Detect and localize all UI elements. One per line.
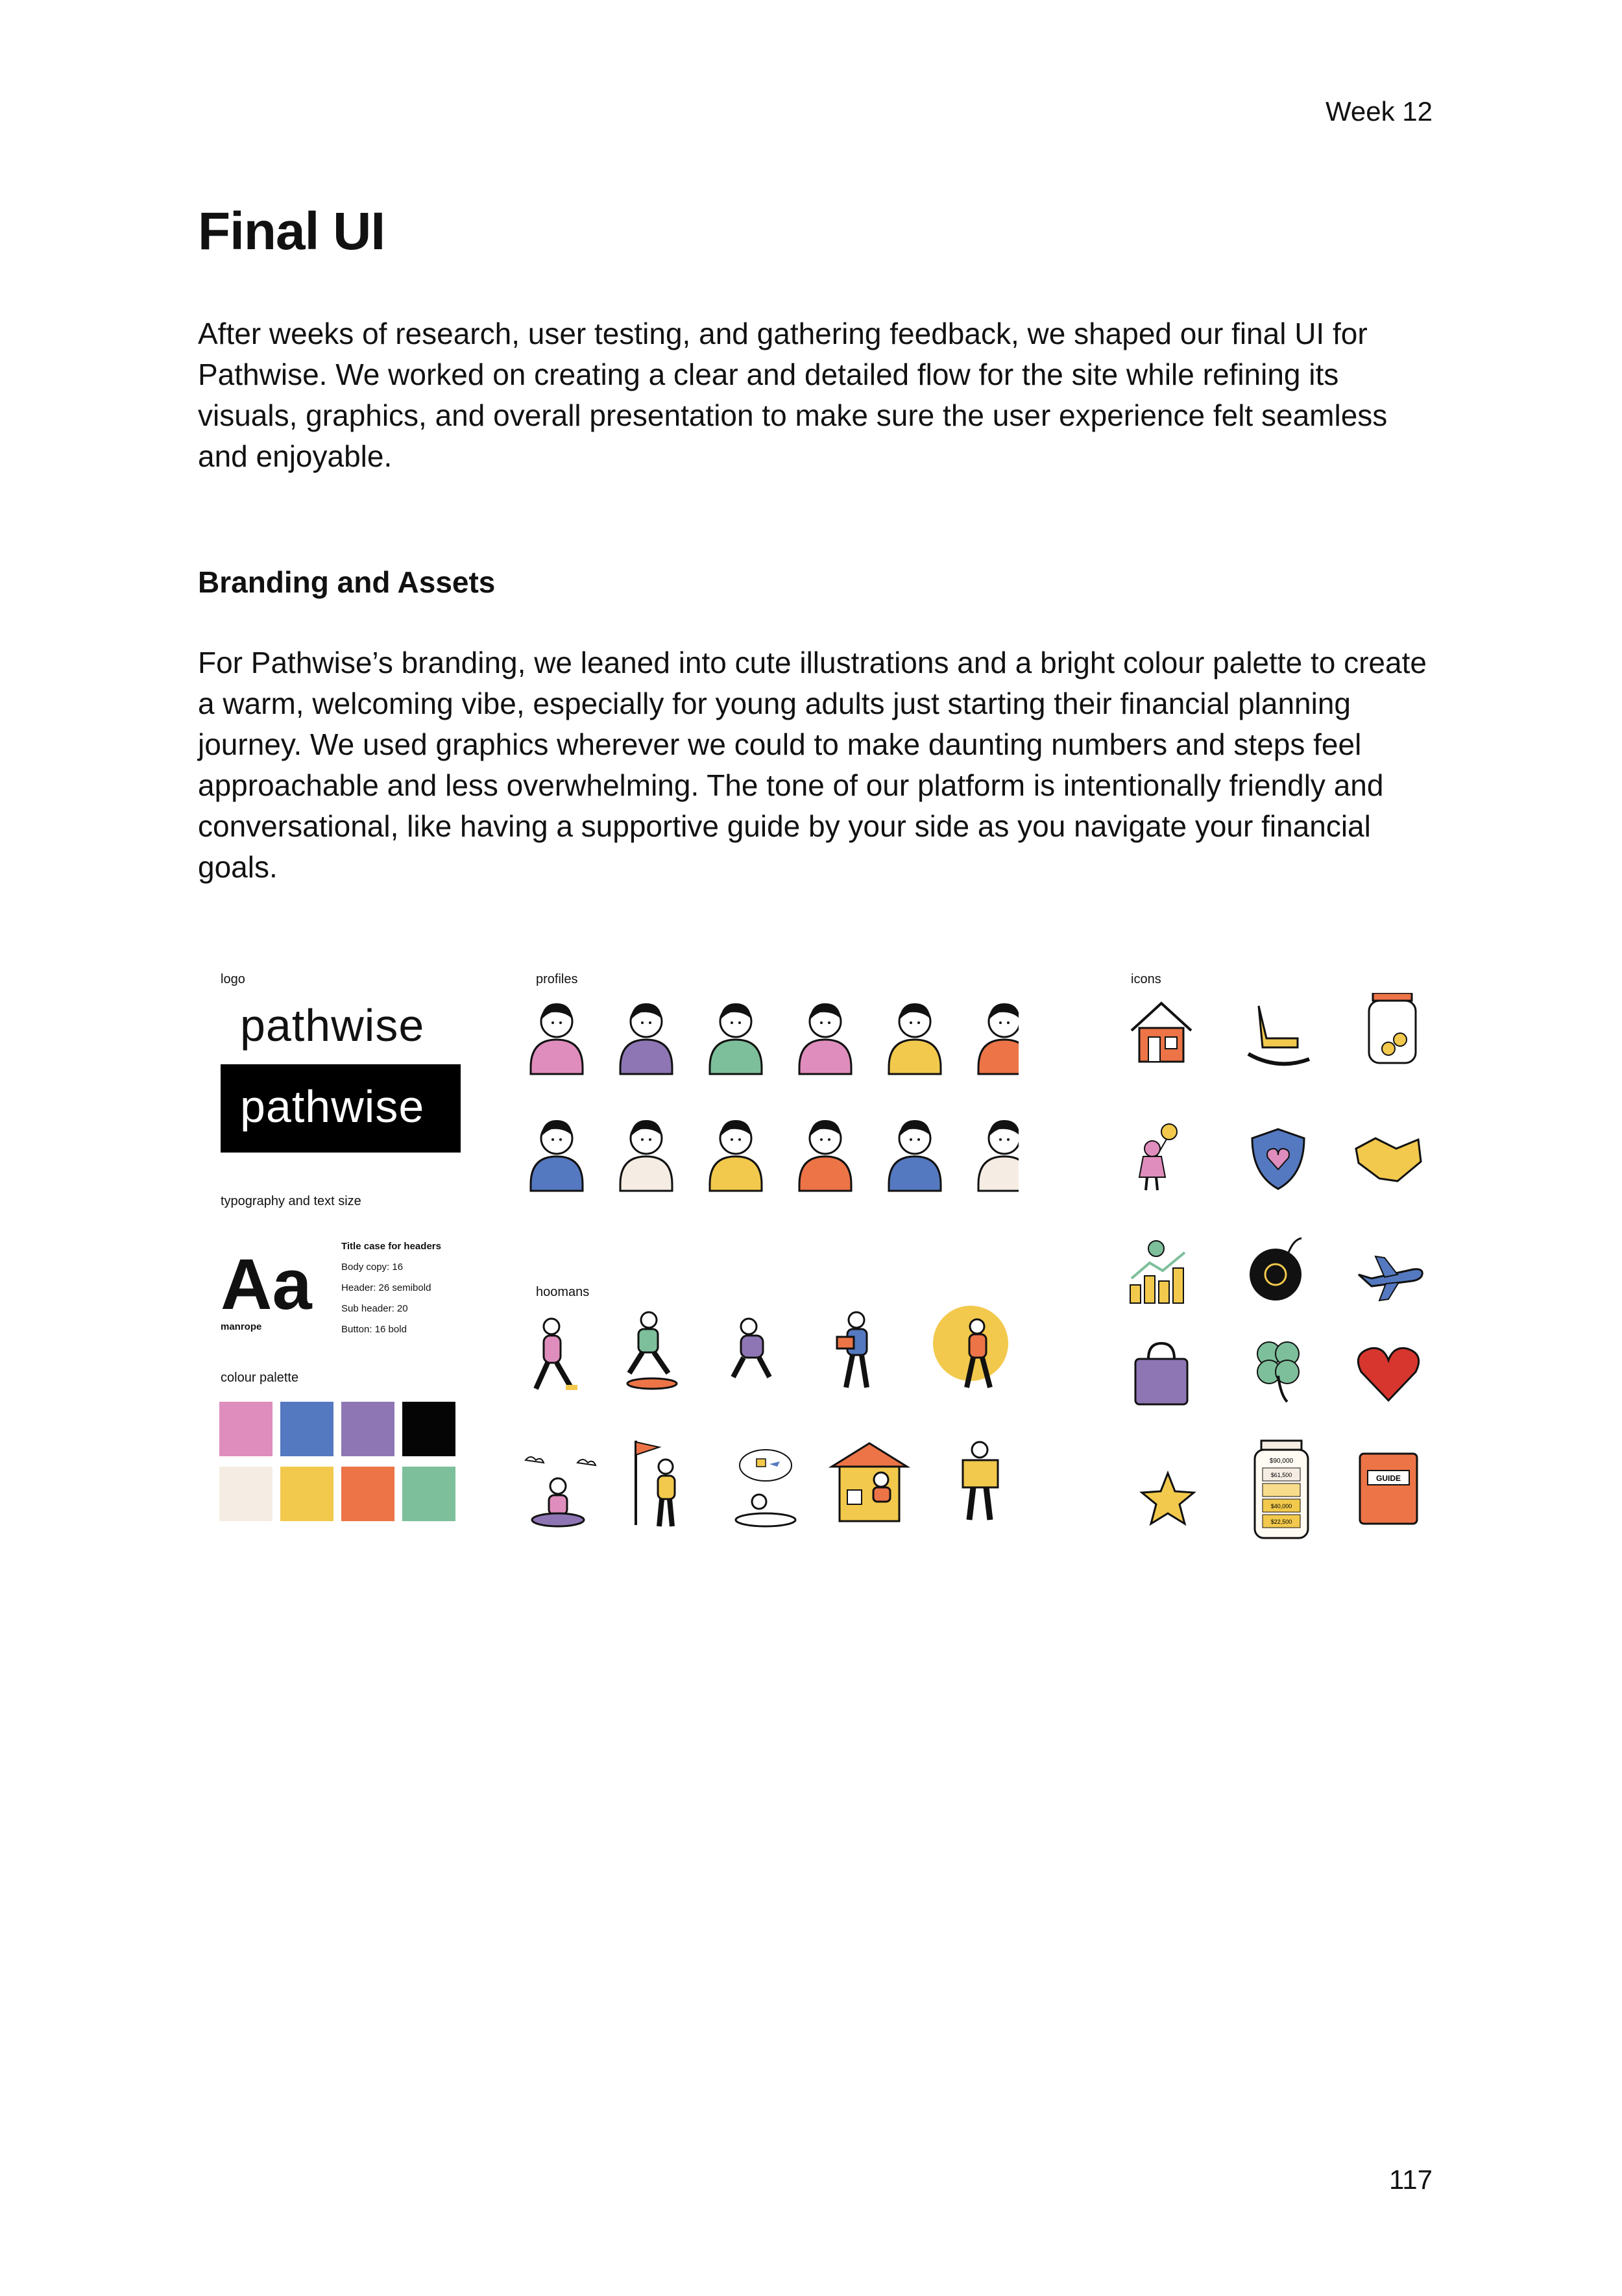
savings-jar-icon <box>1255 1441 1308 1538</box>
shield-heart-icon <box>1252 1129 1304 1189</box>
swatch-green <box>402 1467 455 1521</box>
section-heading: Branding and Assets <box>198 565 496 599</box>
laptop-person-illustration <box>837 1312 867 1387</box>
logo-wordmark: pathwise <box>240 1000 425 1051</box>
reading-map-person-illustration <box>963 1442 998 1520</box>
profile-avatar-9 <box>710 1120 762 1191</box>
page-title: Final UI <box>198 202 385 261</box>
brand-assets-board <box>214 960 1434 1557</box>
branding-paragraph: For Pathwise’s branding, we leaned into cute illustrations and a bright colour palette to create a warm, welcoming vibe, especially for young adults just starting their financial planning journey. We used graphics wherever we could to make daunting numbers and steps feel approachable and less overwhelming. The tone of our platform is intentionally friendly and conversational, like having a supportive guide by your side as you navigate your financial goals. <box>198 646 1427 884</box>
hoomans-illustrations <box>519 1304 1025 1557</box>
growth-chart-icon <box>1130 1241 1185 1303</box>
profile-avatar-8 <box>620 1120 672 1191</box>
profile-avatar-7 <box>531 1120 583 1191</box>
typeface-sample: Aa <box>221 1245 312 1325</box>
profile-avatar-3 <box>710 1003 762 1074</box>
palette-label: colour palette <box>221 1371 299 1385</box>
logo-wordmark-inverted: pathwise <box>240 1081 425 1132</box>
jar-label-2: $61,500 <box>1270 1472 1292 1478</box>
type-spec-title-case: Title case for headers <box>341 1241 441 1252</box>
balloon-child-icon <box>1139 1124 1177 1190</box>
swatch-black <box>402 1402 455 1456</box>
skateboard-person-illustration <box>627 1312 677 1389</box>
icon-set <box>1122 993 1434 1557</box>
profile-avatar-6 <box>978 1003 1019 1074</box>
profiles-label: profiles <box>536 972 578 986</box>
profile-avatar-12 <box>978 1120 1019 1191</box>
profiles-grid <box>526 993 1019 1252</box>
swatch-pink <box>219 1402 272 1456</box>
type-spec-header: Header: 26 semibold <box>341 1282 431 1293</box>
guide-book-icon <box>1360 1454 1417 1524</box>
profile-avatar-11 <box>889 1120 941 1191</box>
type-spec-subheader: Sub header: 20 <box>341 1303 408 1314</box>
jar-label-4: $22,500 <box>1270 1519 1292 1525</box>
walking-person-illustration <box>536 1319 577 1390</box>
profile-avatar-5 <box>889 1003 941 1074</box>
guide-label: GUIDE <box>1375 1474 1401 1483</box>
profile-avatar-10 <box>799 1120 851 1191</box>
week-label: Week 12 <box>1325 96 1433 127</box>
type-spec-button: Button: 16 bold <box>341 1324 407 1335</box>
star-icon <box>1142 1473 1194 1524</box>
logo-label: logo <box>221 972 245 986</box>
icons-label: icons <box>1131 972 1161 986</box>
swatch-blue <box>280 1402 333 1456</box>
profile-avatar-1 <box>531 1003 583 1074</box>
swatch-orange <box>341 1467 394 1521</box>
sunny-laptop-person-illustration <box>933 1306 1008 1387</box>
page-number: 117 <box>1389 2164 1433 2195</box>
meditating-person-illustration <box>526 1457 596 1526</box>
profile-avatar-2 <box>620 1003 672 1074</box>
swatch-purple <box>341 1402 394 1456</box>
profile-avatar-4 <box>799 1003 851 1074</box>
type-spec-body: Body copy: 16 <box>341 1262 404 1273</box>
jar-label-1: $90,000 <box>1269 1458 1294 1465</box>
intro-paragraph: After weeks of research, user testing, and gathering feedback, we shaped our final UI for Pathwise. We worked on creating a clear and detailed flow for the site while refining its visuals, graphics, and overall presentation to make sure the user experience felt seamless and enjoyable. <box>198 317 1388 473</box>
airplane-icon <box>1359 1256 1422 1301</box>
swatch-yellow <box>280 1467 333 1521</box>
swatch-cream <box>219 1467 272 1521</box>
shopping-bag-icon <box>1135 1343 1187 1404</box>
flag-person-illustration <box>636 1441 675 1526</box>
typography-label: typography and text size <box>221 1194 361 1208</box>
jar-label-3: $40,000 <box>1270 1503 1292 1509</box>
dreaming-person-illustration <box>736 1450 795 1526</box>
jumping-person-illustration <box>733 1319 769 1377</box>
money-bomb-icon <box>1250 1238 1301 1301</box>
coin-jar-icon <box>1369 993 1416 1063</box>
four-leaf-clover-icon <box>1257 1342 1299 1402</box>
heart-icon <box>1358 1348 1418 1400</box>
rocking-chair-icon <box>1248 1006 1309 1064</box>
house-icon <box>1132 1003 1191 1062</box>
hoomans-label: hoomans <box>536 1285 590 1299</box>
house-person-illustration <box>832 1443 907 1521</box>
typeface-name: manrope <box>221 1321 262 1332</box>
handshake-icon <box>1356 1138 1421 1181</box>
